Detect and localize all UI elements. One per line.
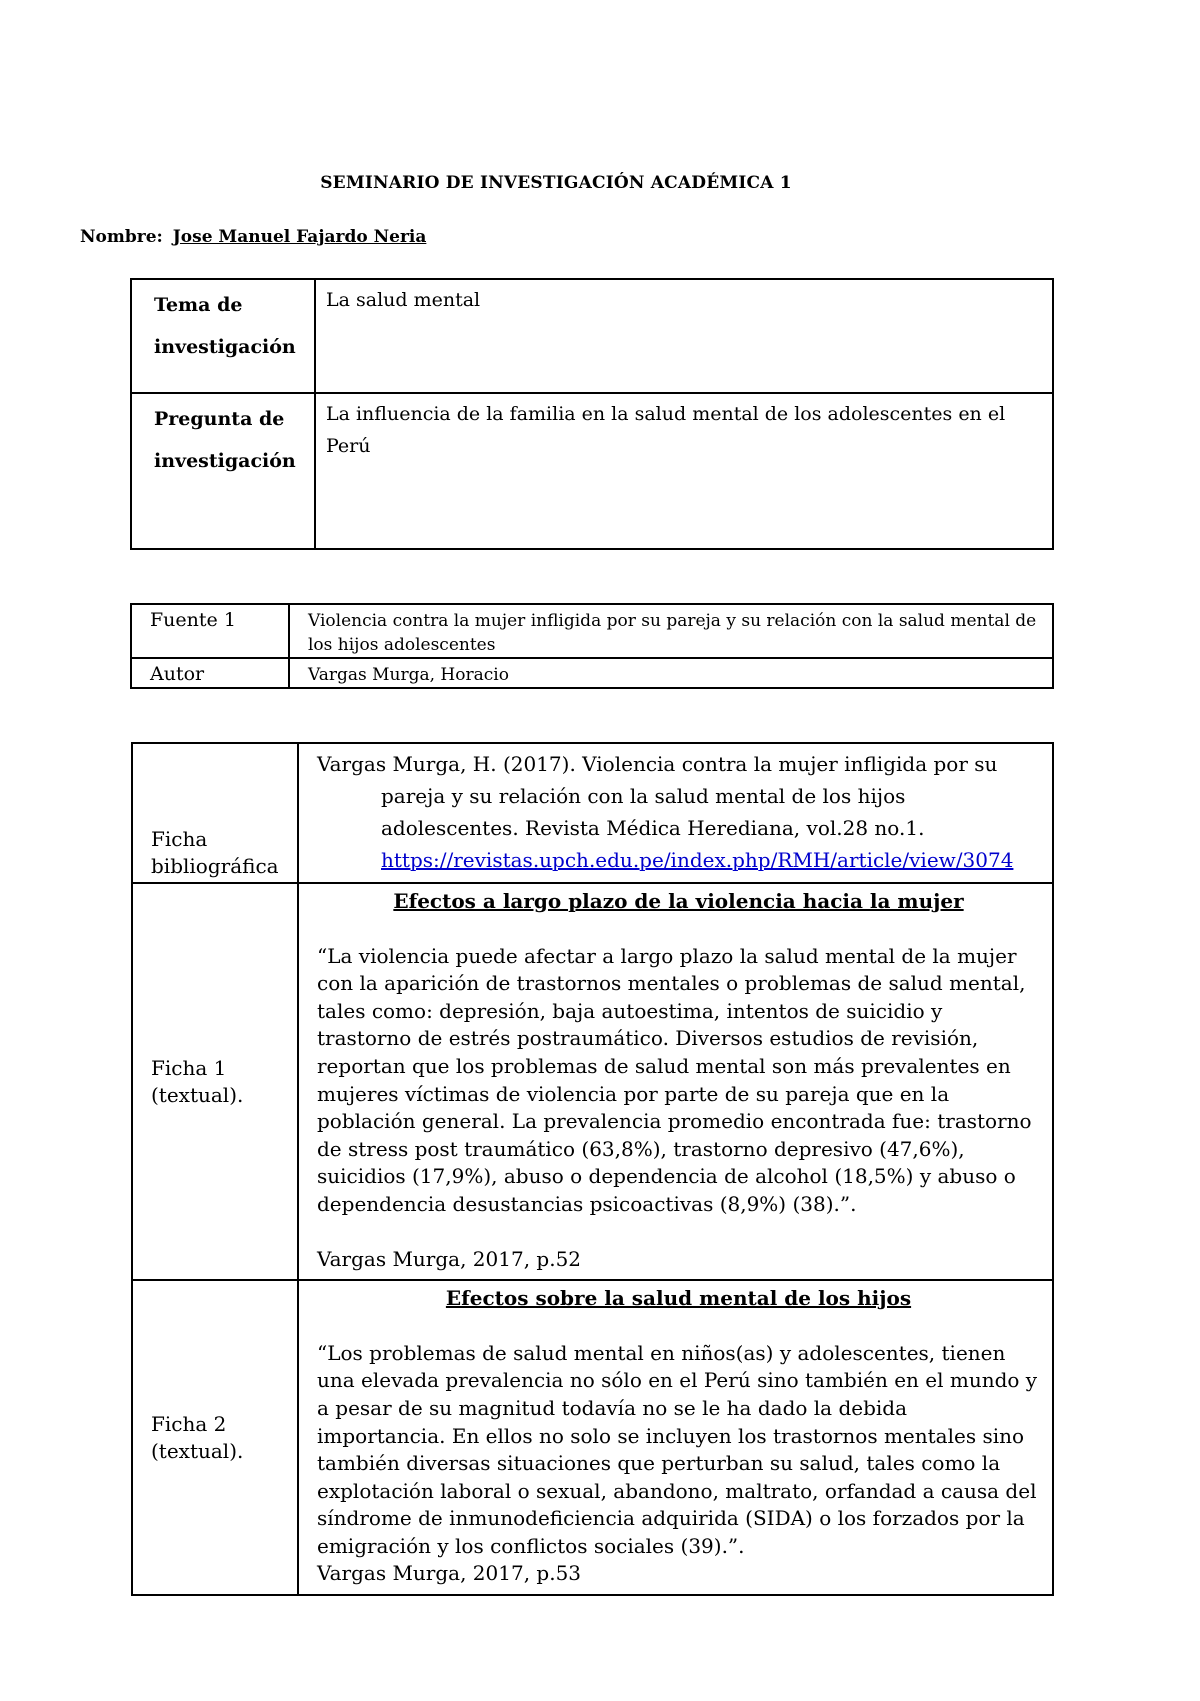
question-value — [315, 393, 1053, 549]
card1-label: Ficha 1 (textual). — [132, 883, 298, 1280]
card1-quote: “La violencia puede afectar a largo plazo la salud mental de la mujer con la aparición de trastornos mentales o problemas de salud mental, tales como: depresión, baja autoestima, intentos de suicidio y trastorno de estrés postraumático. Diversos estudios de revisión, reportan que los problemas de salud mental son más prevalentes en mujeres víctimas de violencia por parte de su pareja que en la población general. La prevalencia promedio encontrada fue: trastorno de stress post traumático (63,8%), trastorno depresivo (47,6%), suicidios (17,9%), abuso o dependencia de alcohol (18,5%) y abuso o dependencia desustancias psicoactivas (8,9%) (38).”. — [317, 943, 1032, 1216]
card2-label: Ficha 2 (textual). — [132, 1280, 298, 1595]
table-row — [131, 393, 1053, 549]
biblio-label: Ficha bibliográfica — [132, 743, 298, 883]
card2-quote: “Los problemas de salud mental en niños(as) y adolescentes, tienen una elevada prevalencia no sólo en el Perú sino también en el mundo y a pesar de su magnitud todavía no se le ha dado la debida importancia. En ellos no solo se incluyen los trastornos mentales sino también diversas situaciones que perturban su salud, tales como la explotación laboral o sexual, abandono, maltrato, orfandad a causa del síndrome de inmunodeficiencia adquirida (SIDA) o los forzados por la emigración y los conflictos sociales (39).”. — [317, 1340, 1038, 1558]
card2-citation: Vargas Murga, 2017, p.53 — [317, 1561, 582, 1586]
topic-label-text: Tema de investigación — [154, 294, 296, 358]
student-name: Jose Manuel Fajardo Neria — [172, 227, 427, 247]
table-row — [131, 658, 1053, 688]
question-value-text: La influencia de la familia en la salud mental de los adolescentes en el Perú — [326, 403, 1006, 457]
source-label: Fuente 1 — [131, 604, 289, 658]
biblio-cell — [298, 743, 1053, 883]
source-title: Violencia contra la mujer infligida por su pareja y su relación con la salud mental de los hijos adolescentes — [289, 604, 1053, 658]
biblio-text: Vargas Murga, H. (2017). Violencia contra la mujer infligida por su pareja y su relación con la salud mental de los hijos adolescentes. Revista Médica Herediana, vol.28 no.1. — [317, 752, 998, 840]
cards-table — [131, 742, 1054, 1596]
page-title: SEMINARIO DE INVESTIGACIÓN ACADÉMICA 1 — [320, 173, 792, 193]
topic-label — [131, 279, 315, 393]
card1-cell — [298, 883, 1053, 1280]
source-table — [130, 603, 1054, 689]
card1-citation: Vargas Murga, 2017, p.52 — [317, 1246, 582, 1271]
card2-heading: Efectos sobre la salud mental de los hijos — [445, 1286, 912, 1311]
question-label — [131, 393, 315, 549]
student-name-line — [80, 227, 426, 247]
table-row — [131, 279, 1053, 393]
table-row — [131, 604, 1053, 658]
card2-cell — [298, 1280, 1053, 1595]
biblio-link[interactable]: https://revistas.upch.edu.pe/index.php/RMH/article/view/3074 — [381, 848, 1014, 872]
research-table — [130, 278, 1054, 550]
name-label: Nombre: — [80, 227, 163, 247]
author-label: Autor — [131, 658, 289, 688]
table-row — [132, 883, 1053, 1280]
biblio-reference — [317, 748, 1040, 876]
table-row — [132, 743, 1053, 883]
card1-heading: Efectos a largo plazo de la violencia hacia la mujer — [393, 889, 964, 913]
topic-value — [315, 279, 1053, 393]
question-label-text: Pregunta de investigación — [154, 408, 296, 472]
table-row — [132, 1280, 1053, 1595]
author-value: Vargas Murga, Horacio — [289, 658, 1053, 688]
topic-value-text: La salud mental — [326, 289, 481, 311]
